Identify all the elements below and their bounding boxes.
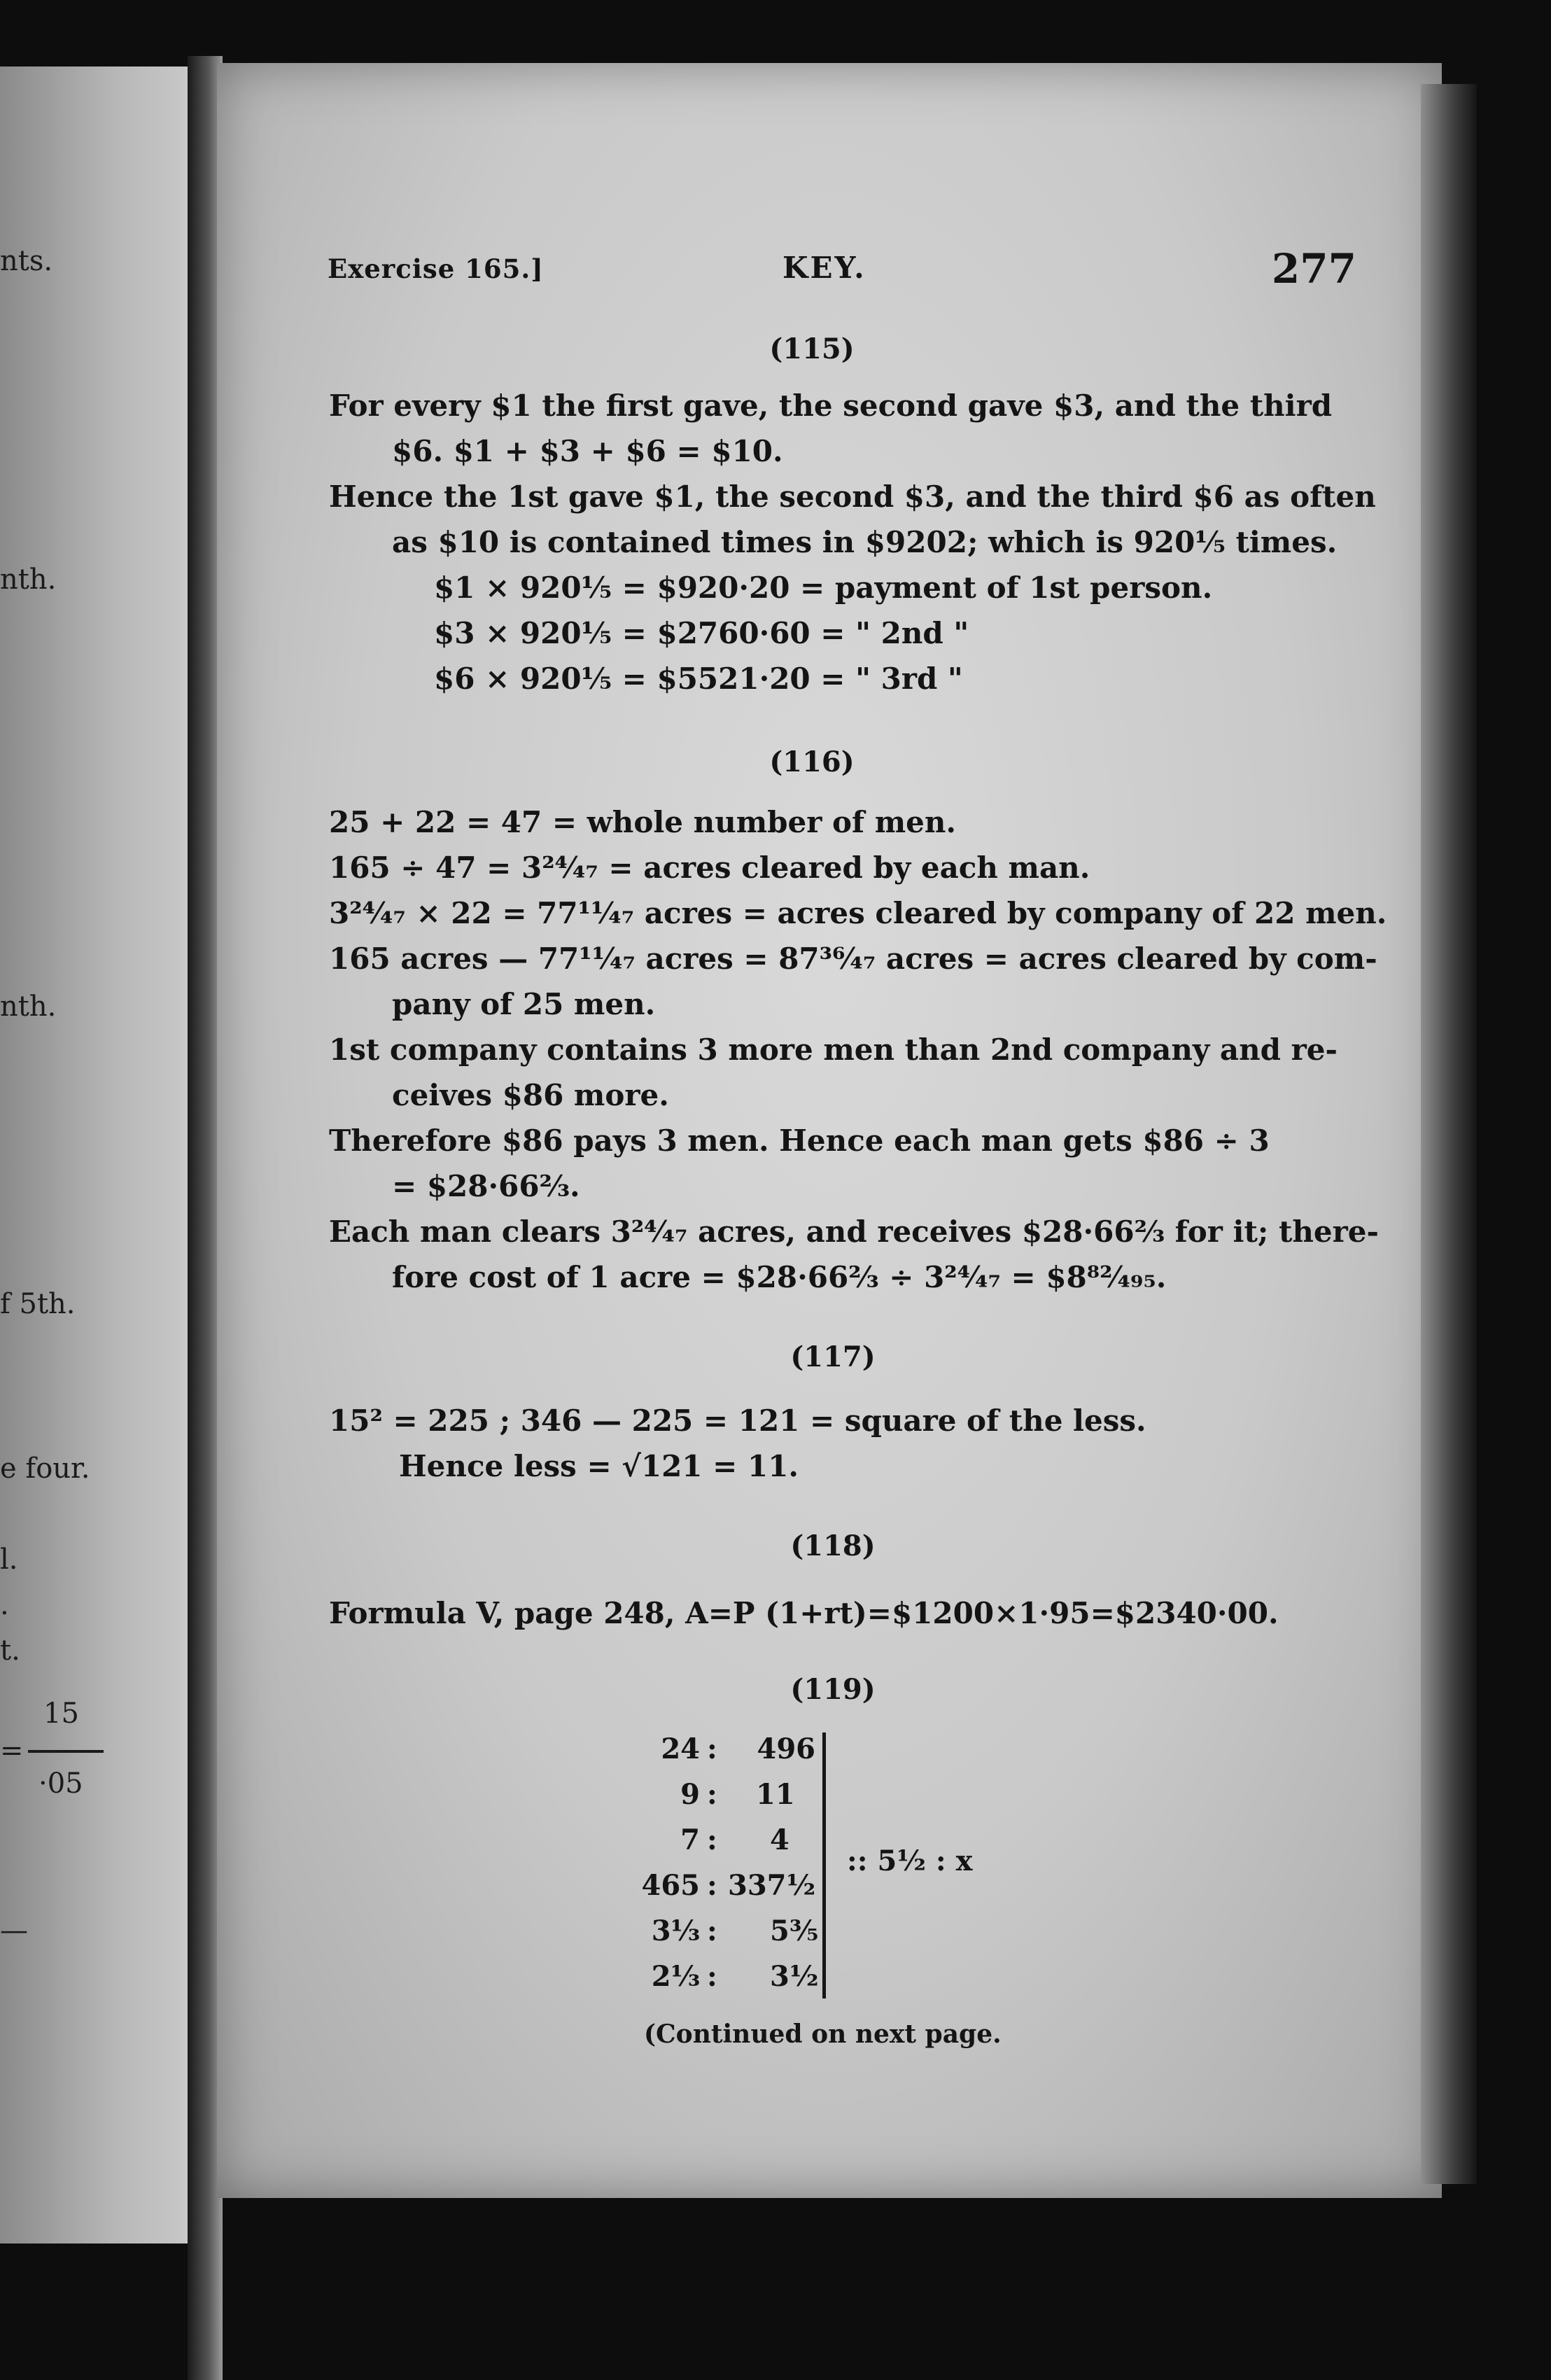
problem-number: (116) (769, 746, 855, 778)
left-fragment: nth. (0, 990, 57, 1023)
proportion-right-term: 11 (756, 1778, 795, 1811)
proportion-left-term: 24 (661, 1732, 700, 1765)
left-fragment: t. (0, 1634, 20, 1667)
left-fragment: nts. (0, 245, 53, 277)
left-fragment: l. (0, 1544, 18, 1576)
text-line: For every $1 the first gave, the second gave $3, and the third (329, 388, 1333, 423)
left-fraction-bar (28, 1750, 104, 1753)
text-line: Hence less = √121 = 11. (399, 1449, 799, 1483)
page-edge-shadow (1421, 84, 1477, 2184)
proportion-right-term: 3½ (770, 1960, 819, 1993)
ratio-colon: : (707, 1732, 717, 1765)
text-line: $1 × 920⅕ = $920·20 = payment of 1st person. (434, 570, 1213, 605)
section-reference: Exercise 165.] (328, 253, 544, 284)
text-line: Each man clears 3²⁴⁄₄₇ acres, and receives $28·66⅔ for it; there- (329, 1214, 1379, 1249)
text-line: Formula V, page 248, A=P (1+rt)=$1200×1·95=$2340·00. (329, 1596, 1279, 1630)
text-line: 1st company contains 3 more men than 2nd company and re- (329, 1032, 1338, 1067)
running-head (328, 245, 1356, 294)
proportion-left-term: 465 (641, 1869, 700, 1902)
proportion-left-term: 7 (680, 1823, 700, 1856)
ratio-colon: : (707, 1914, 717, 1947)
text-line: fore cost of 1 acre = $28·66⅔ ÷ 3²⁴⁄₄₇ = $8⁸²⁄₄₉₅. (392, 1260, 1167, 1294)
text-line: 25 + 22 = 47 = whole number of men. (329, 805, 957, 839)
problem-number: (118) (790, 1530, 876, 1562)
text-line: 165 ÷ 47 = 3²⁴⁄₄₇ = acres cleared by each man. (329, 850, 1090, 885)
left-equals: = (0, 1735, 24, 1767)
proportion-left-term: 9 (680, 1778, 700, 1811)
left-fragment: f 5th. (0, 1288, 76, 1320)
ratio-colon: : (707, 1778, 717, 1811)
text-line: $3 × 920⅕ = $2760·60 = " 2nd " (434, 616, 969, 650)
proportion-right-term: 496 (757, 1732, 815, 1765)
proportion-right-term: 337½ (728, 1869, 816, 1902)
left-fragment: . (0, 1589, 9, 1621)
ratio-colon: : (707, 1869, 717, 1902)
left-fragment: — (0, 1914, 28, 1947)
left-fraction-denominator: ·05 (38, 1768, 83, 1800)
page-number: 277 (1271, 245, 1356, 293)
text-line: Hence the 1st gave $1, the second $3, and the third $6 as often (329, 479, 1376, 514)
problem-number: (115) (769, 332, 855, 365)
ratio-colon: : (707, 1823, 717, 1856)
proportion-left-term: 3⅓ (651, 1914, 700, 1947)
facing-page (0, 66, 192, 2244)
text-line: $6 × 920⅕ = $5521·20 = " 3rd " (434, 662, 963, 696)
text-line: 15² = 225 ; 346 — 225 = 121 = square of the less. (329, 1404, 1146, 1438)
proportion-bracket (822, 1732, 826, 1998)
proportion-left-term: 2⅓ (651, 1960, 700, 1993)
continued-note: (Continued on next page. (644, 2019, 1002, 2049)
ratio-colon: : (707, 1960, 717, 1993)
text-line: as $10 is contained times in $9202; which is 920⅕ times. (392, 525, 1338, 559)
left-fragment: nth. (0, 564, 57, 596)
text-line: Therefore $86 pays 3 men. Hence each man gets $86 ÷ 3 (329, 1124, 1270, 1158)
proportion-result: :: 5½ : x (847, 1844, 973, 1877)
text-line: pany of 25 men. (392, 987, 656, 1021)
problem-number: (119) (790, 1673, 876, 1706)
text-line: ceives $86 more. (392, 1078, 669, 1112)
left-fragment: e four. (0, 1452, 90, 1485)
text-line: = $28·66⅔. (392, 1169, 580, 1203)
proportion-right-term: 4 (770, 1823, 789, 1856)
text-line: 3²⁴⁄₄₇ × 22 = 77¹¹⁄₄₇ acres = acres cleared by company of 22 men. (329, 896, 1387, 930)
page-title: KEY. (782, 251, 866, 285)
text-line: 165 acres — 77¹¹⁄₄₇ acres = 87³⁶⁄₄₇ acres = acres cleared by com- (329, 941, 1377, 976)
problem-number: (117) (790, 1340, 876, 1373)
proportion-right-term: 5⅗ (770, 1914, 819, 1947)
text-line: $6. $1 + $3 + $6 = $10. (392, 434, 783, 468)
left-fraction-numerator: 15 (43, 1698, 79, 1730)
